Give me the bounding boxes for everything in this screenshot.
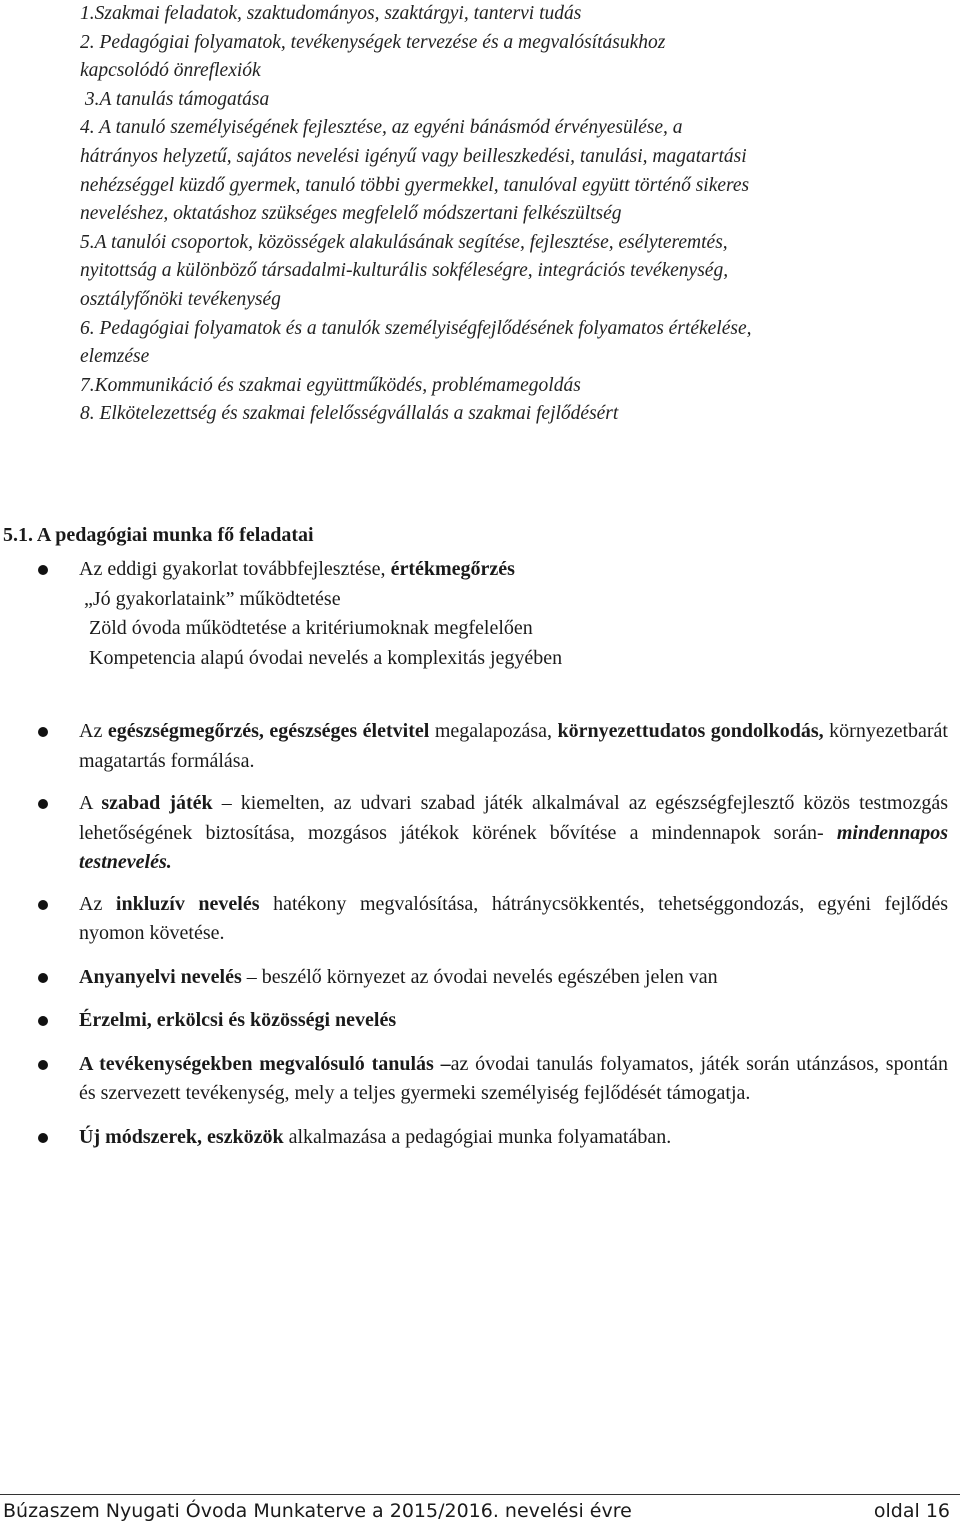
bullet-item-learning xyxy=(0,1050,960,1109)
bullet-item-health xyxy=(0,717,960,776)
competency-line: 1.Szakmai feladatok, szaktudományos, szaktárgyi, tantervi tudás xyxy=(80,3,582,24)
competency-line: 6. Pedagógiai folyamatok és a tanulók személyiségfejlődésének folyamatos értékelése, xyxy=(80,317,752,339)
bullet-text: megalapozása, xyxy=(429,720,558,742)
bullet-emphasis: Érzelmi, erkölcsi és közösségi nevelés xyxy=(79,1009,397,1031)
bullet-text: hatékony megvalósítása, hátránycsökkentés, tehetséggondozás, egyéni fejlődés nyomon követése. xyxy=(79,892,948,944)
competency-line: neveléshez, oktatáshoz szükséges megfelelő módszertani felkészültség xyxy=(80,203,622,225)
bullet-text: Az xyxy=(79,720,108,742)
page-footer xyxy=(0,1494,960,1531)
bullet-icon xyxy=(38,799,48,809)
bullet-icon xyxy=(38,1060,48,1070)
page-number: oldal 16 xyxy=(873,1500,950,1522)
bullet-icon xyxy=(38,1016,48,1026)
bullet-icon xyxy=(38,565,48,575)
task-bullet-list xyxy=(0,555,960,1152)
competency-line: elemzése xyxy=(80,346,150,368)
bullet-emphasis: értékmegőrzés xyxy=(390,558,515,580)
competency-line: 5.A tanulói csoportok, közösségek alakulásának segítése, fejlesztése, esélyteremtés, xyxy=(80,231,728,253)
bullet-emphasis: Új módszerek, eszközök xyxy=(79,1125,284,1148)
bullet-emphasis: mindennapos testnevelés. xyxy=(79,821,948,873)
bullet-emphasis: egészségmegőrzés, egészséges életvitel xyxy=(107,720,430,742)
bullet-text: környezetbarát magatartás formálása. xyxy=(79,720,948,772)
bullet-icon xyxy=(38,727,48,737)
bullet-text: A xyxy=(79,792,102,814)
section-heading: 5.1. A pedagógiai munka fő feladatai xyxy=(3,524,314,546)
bullet-icon xyxy=(38,973,48,983)
competency-line: 8. Elkötelezettség és szakmai felelősségvállalás a szakmai fejlődésért xyxy=(80,403,619,425)
sub-item-good-practices: „Jó gyakorlataink” működtetése xyxy=(79,587,341,610)
competency-line: nehézséggel küzdő gyermek, tanuló többi gyermekkel, tanulóval együtt történő sikeres xyxy=(80,174,750,196)
bullet-item-inclusive xyxy=(0,890,960,949)
bullet-emphasis: A tevékenységekben megvalósuló tanulás – xyxy=(79,1052,451,1075)
bullet-item-value-preservation xyxy=(0,555,960,673)
competency-line: 2. Pedagógiai folyamatok, tevékenységek tervezése és a megvalósításukhoz xyxy=(80,31,666,53)
bullet-emphasis: szabad játék xyxy=(101,792,213,814)
bullet-emphasis: Anyanyelvi nevelés xyxy=(79,965,242,988)
bullet-icon xyxy=(38,1133,48,1143)
bullet-text: Az eddigi gyakorlat továbbfejlesztése, xyxy=(79,558,391,580)
competency-line: osztályfőnöki tevékenység xyxy=(80,288,281,310)
competency-line: kapcsolódó önreflexiók xyxy=(80,60,261,82)
bullet-item-emotional xyxy=(0,1006,960,1036)
bullet-text: az óvodai tanulás folyamatos, játék során utánzásos, spontán és szervezett tevékenység, mely a teljes gyermeki személyiség fejlődését támogatja. xyxy=(79,1052,948,1104)
competency-line: hátrányos helyzetű, sajátos nevelési igényű vagy beilleszkedési, tanulási, magatartási xyxy=(80,145,747,167)
competency-line: nyitottság a különböző társadalmi-kulturális sokféleségre, integrációs tevékenység, xyxy=(80,260,729,282)
competency-line: 7.Kommunikáció és szakmai együttműködés, problémamegoldás xyxy=(80,374,581,396)
bullet-text: alkalmazása a pedagógiai munka folyamatában. xyxy=(283,1125,672,1148)
bullet-text: – kiemelten, az udvari szabad játék alkalmával az egészségfejlesztő közös testmozgás lehetőségének biztosítása, mozgásos játékok körének bővítése a mindennapok során- xyxy=(79,792,948,844)
competency-list xyxy=(80,0,940,429)
competency-line: 4. A tanuló személyiségének fejlesztése, az egyéni bánásmód érvényesülése, a xyxy=(80,117,683,139)
footer-title: Búzaszem Nyugati Óvoda Munkaterve a 2015/2016. nevelési évre xyxy=(3,1500,632,1522)
bullet-item-mother-tongue xyxy=(0,963,960,993)
sub-item-competency-based: Kompetencia alapú óvodai nevelés a komplexitás jegyében xyxy=(79,646,563,669)
sub-item-green-kindergarten: Zöld óvoda működtetése a kritériumoknak megfelelően xyxy=(79,617,533,639)
bullet-emphasis: inkluzív nevelés xyxy=(115,892,260,915)
bullet-icon xyxy=(38,900,48,910)
bullet-item-new-methods xyxy=(0,1123,960,1153)
bullet-emphasis: környezettudatos gondolkodás, xyxy=(557,720,824,742)
bullet-item-free-play xyxy=(0,789,960,878)
bullet-text: – beszélő környezet az óvodai nevelés egészében jelen van xyxy=(241,965,718,988)
competency-line: 3.A tanulás támogatása xyxy=(80,88,270,110)
bullet-text: Az xyxy=(79,892,116,915)
